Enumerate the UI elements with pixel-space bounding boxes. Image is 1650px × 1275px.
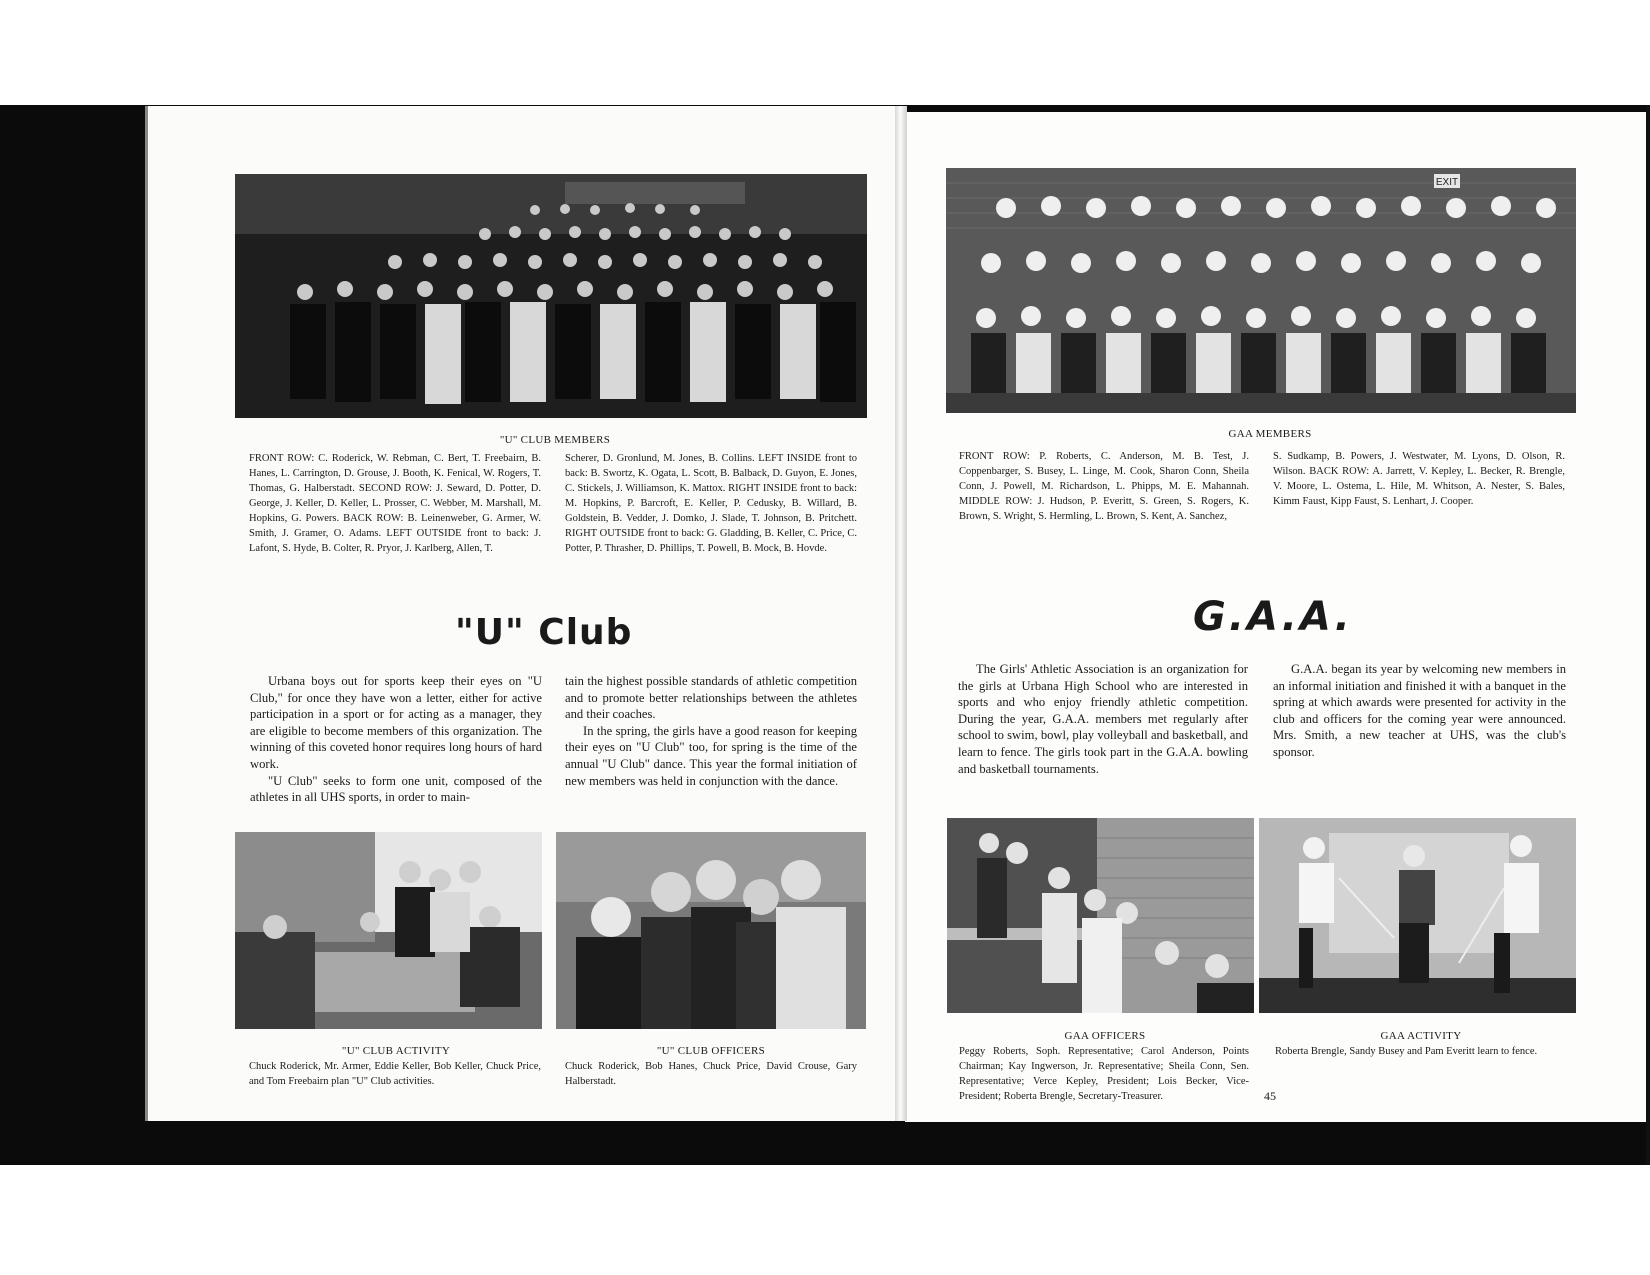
u-club-headline: "U" Club [455, 612, 633, 653]
u-club-body-paragraph: tain the highest possible standards of athletic competition and to promote better relationships between the athletes and their coaches. [565, 674, 857, 722]
page-edge-right [1646, 105, 1650, 1165]
book-gutter [895, 106, 907, 1121]
gaa-officers-photo [947, 818, 1254, 1013]
gaa-activity-caption: Roberta Brengle, Sandy Busey and Pam Everitt learn to fence. [1275, 1046, 1538, 1057]
gaa-officers-caption-title: GAA OFFICERS [1064, 1030, 1146, 1042]
u-club-activity-photo [235, 832, 542, 1029]
u-club-members-caption-right: Scherer, D. Gronlund, M. Jones, B. Collins. LEFT INSIDE front to back: B. Swortz, K. Ogata, L. Scott, B. Balback, D. Guyon, E. Jones, C. Stickels, J. Williamson, K. Mattox. RIGHT INSIDE front to back: M. Hopkins, P. Barcroft, E. Keller, P. Cedusky, B. Willard, B. Goldstein, B. Vedder, J. Domko, J. Slade, T. Johnson, B. Pritchett. RIGHT OUTSIDE front to back: G. Gladding, B. Keller, C. Price, C. Potter, P. Thrasher, D. Phillips, T. Powell, B. Mock, B. Hovde. [565, 453, 857, 554]
page-edge [145, 106, 148, 1121]
u-club-activity-caption: Chuck Roderick, Mr. Armer, Eddie Keller, Bob Keller, Chuck Price, and Tom Freebairn plan "U" Club activities. [249, 1061, 541, 1087]
gaa-activity-photo [1259, 818, 1576, 1013]
u-club-body-right [565, 673, 857, 789]
gaa-members-caption-right: S. Sudkamp, B. Powers, J. Westwater, M. Lyons, D. Olson, R. Wilson. BACK ROW: A. Jarrett, V. Kepley, L. Becker, R. Brengle, V. Moore, L. Ostema, L. Hile, M. Whitson, A. Nester, S. Bales, Kimm Faust, Kipp Faust, S. Lenhart, J. Cooper. [1273, 451, 1565, 507]
u-club-officers-caption: Chuck Roderick, Bob Hanes, Chuck Price, David Crouse, Gary Halberstadt. [565, 1061, 857, 1087]
gaa-officers-caption: Peggy Roberts, Soph. Representative; Carol Anderson, Points Chairman; Kay Ingwerson, Jr. Representative; Sheila Conn, Sen. Representative; Verce Kepley, President; Lois Becker, Vice-President; Roberta Brengle, Secretary-Treasurer. [959, 1046, 1249, 1102]
exit-sign: EXIT [1435, 177, 1459, 188]
u-club-members-photo [235, 174, 867, 418]
gaa-members-caption-left: FRONT ROW: P. Roberts, C. Anderson, M. B. Test, J. Coppenbarger, S. Busey, L. Linge, M. Cook, Sharon Conn, Sheila Conn, J. Powell, M. Richardson, L. Phipps, M. E. Mahannah. MIDDLE ROW: J. Hudson, P. Everitt, S. Green, S. Rogers, K. Brown, S. Wright, S. Hermling, L. Brown, S. Kent, A. Sanchez, [959, 451, 1249, 522]
u-club-body-paragraph: "U Club" seeks to form one unit, composed of the athletes in all UHS sports, in order to main- [250, 773, 542, 805]
gaa-members-caption-title: GAA MEMBERS [1228, 428, 1312, 440]
gaa-body-paragraph: G.A.A. began its year by welcoming new members in an informal initiation and finished it with a banquet in the spring at which awards were presented for activity in the club and officers for the coming year were announced. Mrs. Smith, a new teacher at UHS, was the club's sponsor. [1273, 662, 1566, 759]
u-club-body-left [250, 673, 542, 806]
u-club-officers-caption-title: "U" CLUB OFFICERS [656, 1045, 766, 1057]
gaa-activity-caption-title: GAA ACTIVITY [1380, 1030, 1462, 1042]
gaa-body-left [958, 661, 1248, 777]
u-club-members-caption-title: "U" CLUB MEMBERS [499, 434, 611, 446]
u-club-body-paragraph: Urbana boys out for sports keep their eyes on "U Club," for once they have won a letter, either for active participation in a sport or for acting as a manager, they are eligible to become members of this organization. The winning of this coveted honor requires long hours of hard work. [250, 674, 542, 771]
gaa-body-paragraph: The Girls' Athletic Association is an organization for the girls at Urbana High School who are interested in sports and who enjoy friendly athletic competition. During the year, G.A.A. members met regularly after school to swim, bowl, play volleyball and basketball, and learn to fence. The girls took part in the G.A.A. bowling and basketball tournaments. [958, 662, 1248, 776]
page-number: 45 [1264, 1089, 1276, 1103]
u-club-activity-caption-title: "U" CLUB ACTIVITY [341, 1045, 451, 1057]
gaa-body-right [1273, 661, 1566, 761]
gaa-headline: G.A.A. [1193, 594, 1353, 640]
u-club-members-caption-left: FRONT ROW: C. Roderick, W. Rebman, C. Bert, T. Freebairn, B. Hanes, L. Carrington, D. Grouse, J. Booth, K. Fenical, W. Rogers, T. Thomas, G. Halberstadt. SECOND ROW: J. Seward, D. Potter, D. George, J. Keller, D. Keller, L. Prosser, C. Webber, M. Marshall, M. Hopkins, G. Powers. BACK ROW: B. Leinenweber, G. Armer, W. Smith, J. Gramer, O. Adams. LEFT OUTSIDE front to back: J. Lafont, S. Hyde, B. Colter, R. Pryor, J. Karlberg, Allen, T. [249, 453, 541, 554]
u-club-officers-photo [556, 832, 866, 1029]
gaa-members-photo [946, 168, 1576, 413]
u-club-body-paragraph: In the spring, the girls have a good reason for keeping their eyes on "U Club" too, for spring is the time of the annual "U Club" dance. This year the formal initiation of new members was held in conjunction with the dance. [565, 723, 857, 788]
